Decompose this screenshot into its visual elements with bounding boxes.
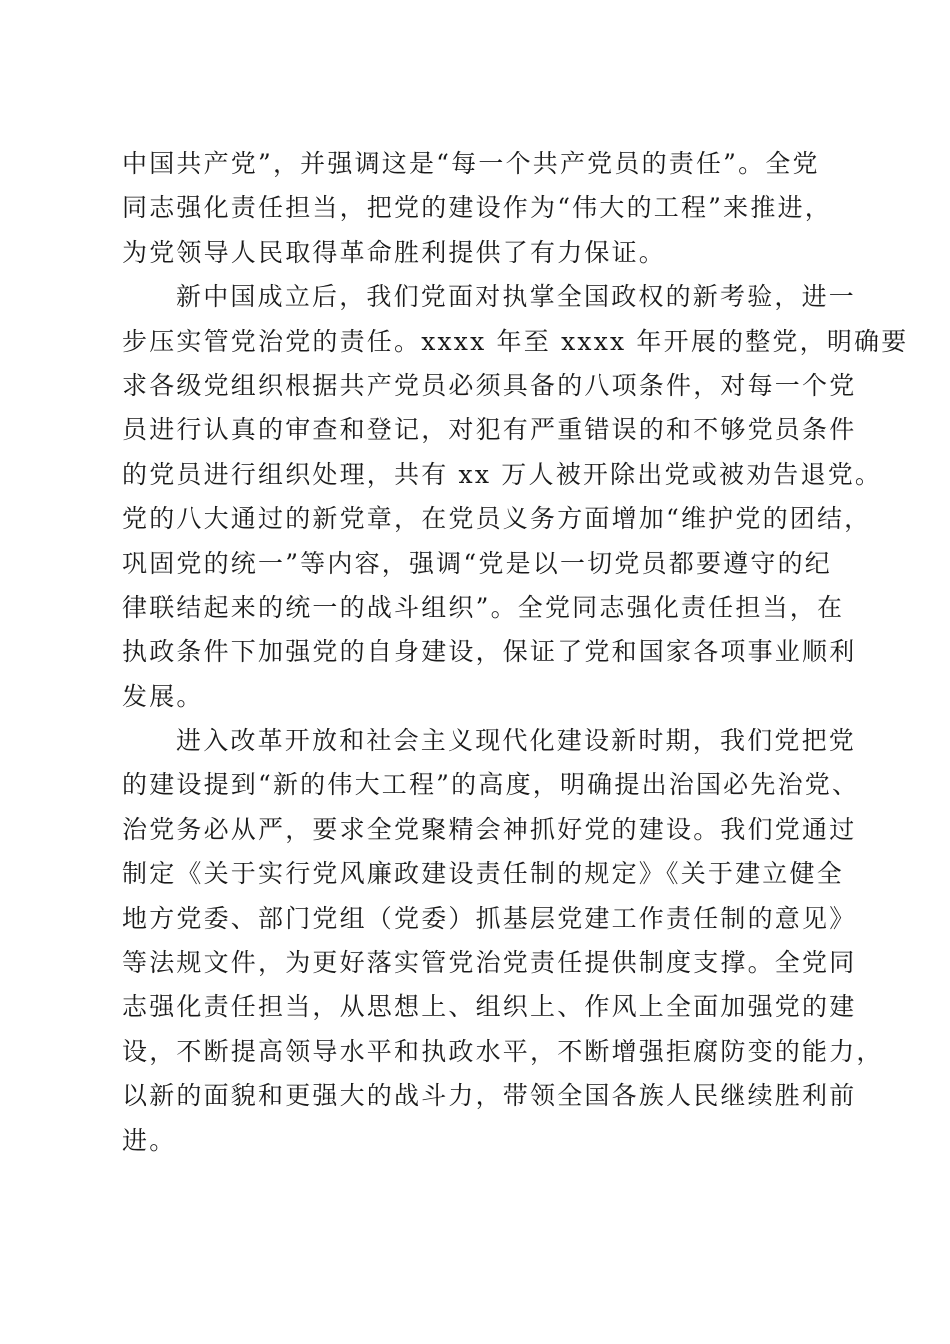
text-line: 的党员进行组织处理，共有 xx 万人被开除出党或被劝告退党。 [122, 459, 883, 489]
text-line: 新中国成立后，我们党面对执掌全国政权的新考验，进一 [176, 282, 857, 312]
text-line: 中国共产党”，并强调这是“每一个共产党员的责任”。全党 [122, 149, 820, 178]
paragraph-3 [122, 719, 884, 1163]
text-line: 步压实管党治党的责任。xxxx 年至 xxxx 年开展的整党，明确要 [122, 326, 909, 356]
text-line: 律联结起来的统一的战斗组织”。全党同志强化责任担当，在 [122, 592, 845, 622]
text-line: 地方党委、部门党组（党委）抓基层党建工作责任制的意见》 [122, 903, 857, 933]
paragraph-1 [122, 142, 832, 275]
text-line: 为党领导人民取得革命胜利提供了有力保证。 [122, 237, 667, 267]
document-body [122, 142, 909, 1163]
text-line: 党的八大通过的新党章，在党员义务方面增加“维护党的团结， [122, 504, 872, 534]
text-line: 设，不断提高领导水平和执政水平，不断增强拒腐防变的能力， [122, 1036, 884, 1066]
text-line: 发展。 [122, 681, 204, 711]
text-line: 执政条件下加强党的自身建设，保证了党和国家各项事业顺利 [122, 637, 857, 667]
paragraph-2 [122, 275, 909, 719]
text-line: 治党务必从严，要求全党聚精会神抓好党的建设。我们党通过 [122, 814, 857, 844]
text-line: 同志强化责任担当，把党的建设作为“伟大的工程”来推进， [122, 193, 832, 223]
text-line: 求各级党组织根据共产党员必须具备的八项条件，对每一个党 [122, 370, 857, 400]
text-line: 巩固党的统一”等内容，强调“党是以一切党员都要遵守的纪 [122, 548, 832, 578]
text-line: 进。 [122, 1125, 177, 1155]
text-line: 进入改革开放和社会主义现代化建设新时期，我们党把党 [176, 726, 857, 756]
text-line: 志强化责任担当，从思想上、组织上、作风上全面加强党的建 [122, 992, 857, 1022]
text-line: 制定《关于实行党风廉政建设责任制的规定》《关于建立健全 [122, 859, 844, 889]
text-line: 以新的面貌和更强大的战斗力，带领全国各族人民继续胜利前 [122, 1081, 857, 1111]
text-line: 等法规文件，为更好落实管党治党责任提供制度支撑。全党同 [122, 948, 857, 978]
text-line: 的建设提到“新的伟大工程”的高度，明确提出治国必先治党、 [122, 770, 860, 800]
text-line: 员进行认真的审查和登记，对犯有严重错误的和不够党员条件 [122, 415, 857, 445]
